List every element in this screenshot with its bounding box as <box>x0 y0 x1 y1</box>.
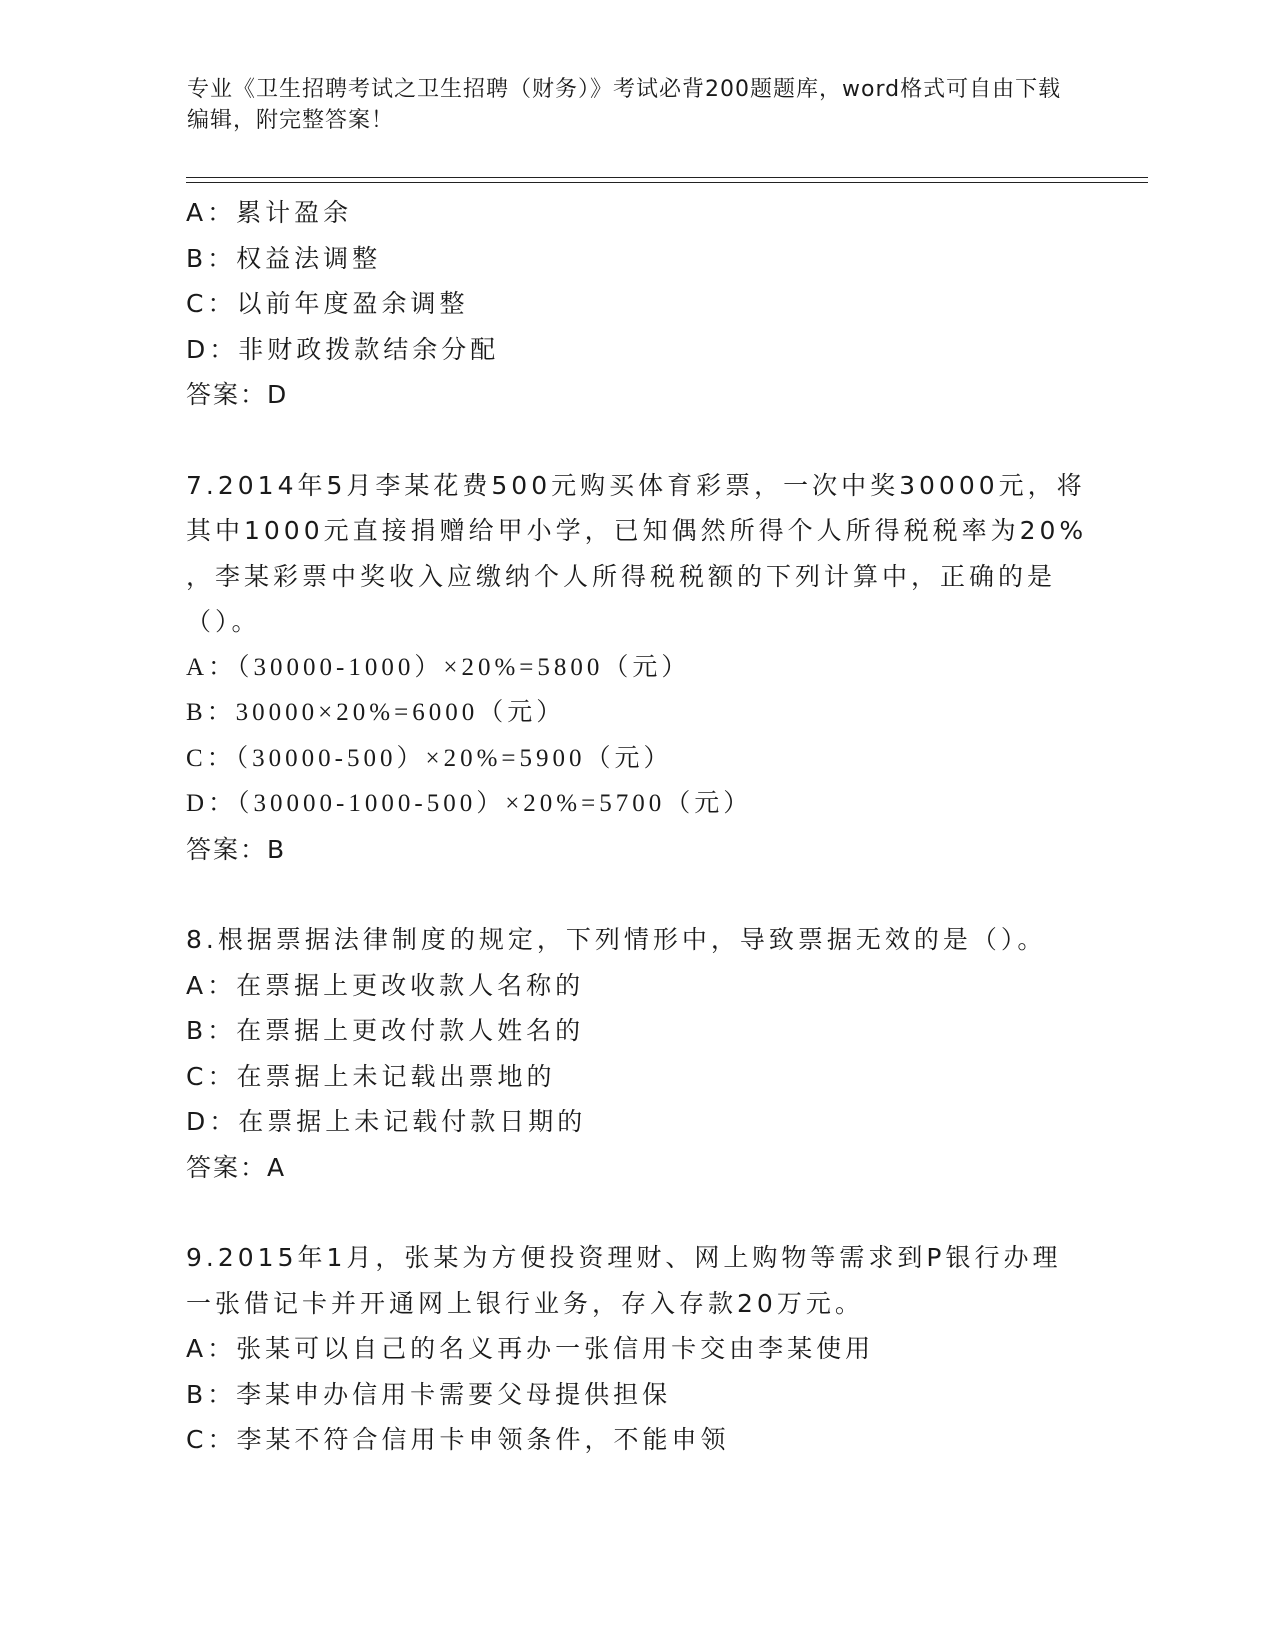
option-c: C：以前年度盈余调整 <box>186 289 469 318</box>
spacer <box>186 1190 1076 1235</box>
option-b: B：30000×20%=6000（元） <box>186 699 566 726</box>
option-b: B：李某申办信用卡需要父母提供担保 <box>186 1379 672 1409</box>
question-block-6 <box>186 190 1076 418</box>
option-c: C：李某不符合信用卡申领条件，不能申领 <box>186 1425 730 1454</box>
question-text-line: 一张借记卡并开通网上银行业务，存入存款20万元。 <box>186 1288 864 1318</box>
spacer <box>186 872 1076 917</box>
question-block-9 <box>186 1235 1076 1463</box>
option-b: B：在票据上更改付款人姓名的 <box>186 1016 585 1045</box>
header-divider-bottom <box>186 182 1148 183</box>
answer-label: 答案：D <box>186 380 289 409</box>
question-text-line: 其中1000元直接捐赠给甲小学，已知偶然所得个人所得税税率为20% <box>186 516 1088 545</box>
option-b: B：权益法调整 <box>186 243 382 273</box>
option-d: D：在票据上未记载付款日期的 <box>186 1107 587 1136</box>
answer-label: 答案：A <box>186 1152 287 1182</box>
option-a: A：（30000-1000）×20%=5800（元） <box>186 653 691 681</box>
option-c: C：（30000-500）×20%=5900（元） <box>186 744 673 772</box>
option-d: D：（30000-1000-500）×20%=5700（元） <box>186 790 753 817</box>
spacer <box>186 418 1076 463</box>
header-divider-top <box>186 177 1148 178</box>
question-content <box>186 190 1088 1463</box>
question-text-line: （）。 <box>186 607 261 636</box>
question-text-line: 8.根据票据法律制度的规定，下列情形中，导致票据无效的是（）。 <box>186 925 1047 954</box>
option-d: D：非财政拨款结余分配 <box>186 334 500 364</box>
question-text-line: 9.2015年1月，张某为方便投资理财、网上购物等需求到P银行办理 <box>186 1243 1062 1272</box>
answer-label: 答案：B <box>186 834 287 864</box>
option-c: C：在票据上未记载出票地的 <box>186 1061 556 1091</box>
option-a: A：在票据上更改收款人名称的 <box>186 970 585 1000</box>
question-block-7 <box>186 463 1088 873</box>
question-text-line: ，李某彩票中奖收入应缴纳个人所得税税额的下列计算中，正确的是 <box>186 561 1057 591</box>
option-a: A：张某可以自己的名义再办一张信用卡交由李某使用 <box>186 1334 875 1363</box>
question-text-line: 7.2014年5月李某花费500元购买体育彩票，一次中奖30000元，将 <box>186 470 1086 500</box>
option-a: A：累计盈余 <box>186 198 353 227</box>
document-header: 专业《卫生招聘考试之卫生招聘（财务）》考试必背200题题库，word格式可自由下载编辑，附完整答案！ <box>187 77 1062 133</box>
question-block-8 <box>186 917 1076 1190</box>
